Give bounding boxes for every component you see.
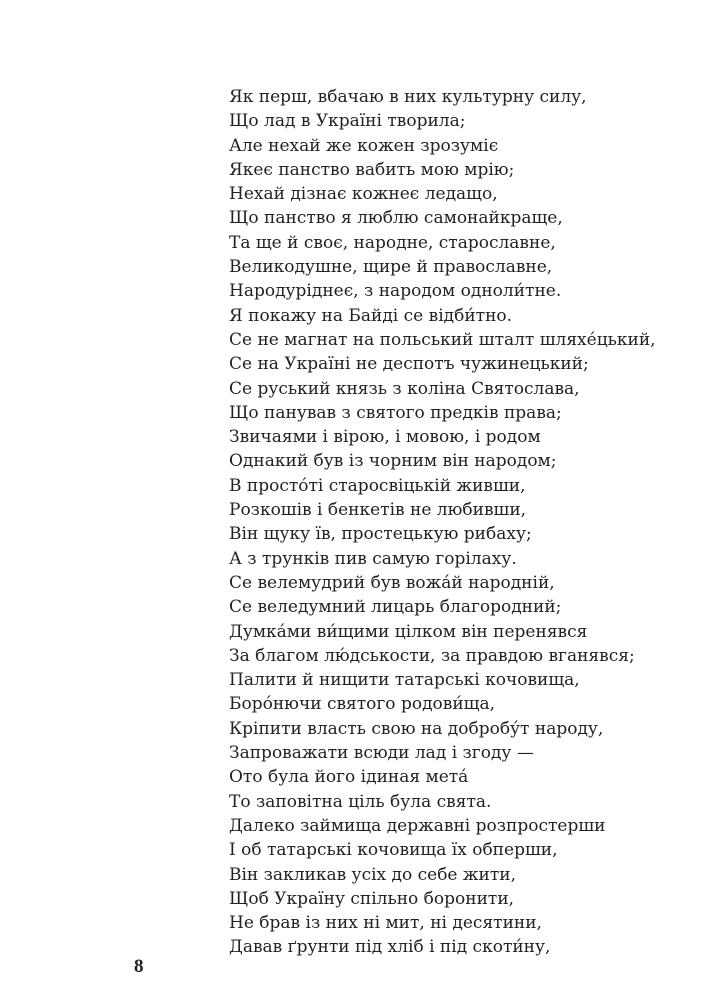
poem-line: В просто́ті старосвіцькій живши, bbox=[229, 475, 526, 496]
poem-line: Він щуку їв, простецькую рибаху; bbox=[229, 524, 532, 545]
poem-line: Се руський князь з коліна Святослава, bbox=[229, 378, 580, 399]
poem-line: Звичаями і вірою, і мовою, і родом bbox=[229, 427, 541, 448]
poem-line: І об татарські кочовища їх обперши, bbox=[229, 840, 558, 861]
poem-line: Якеє панство вабить мою мрію; bbox=[229, 159, 515, 180]
poem-line: Однакий був із чорним він народом; bbox=[229, 451, 557, 472]
poem-line: Що лад в Україні творила; bbox=[229, 111, 466, 132]
poem-line: То заповітна ціль була свята. bbox=[229, 791, 492, 812]
poem-line: Як перш, вбачаю в них культурну силу, bbox=[229, 87, 587, 107]
page-number: 8 bbox=[134, 956, 144, 977]
poem-line: Давав ґрунти під хліб і під скоти́ну, bbox=[229, 937, 551, 958]
poem-line: Далеко займища державні розпростерши bbox=[229, 815, 606, 836]
poem-line: Але нехай же кожен зрозуміє bbox=[229, 135, 499, 156]
poem-line: Се на Україні не деспотъ чужинецький; bbox=[229, 354, 589, 375]
poem-line: Кріпити власть свою на добробу́т народу, bbox=[229, 718, 604, 739]
poem-line: Він закликав усіх до себе жити, bbox=[229, 864, 517, 885]
poem-line: Я покажу на Байді се відби́тно. bbox=[229, 305, 513, 326]
poem-line: За благом лю́дськости, за правдою вганявся; bbox=[229, 645, 635, 666]
poem-line: Великодушне, щире й православне, bbox=[229, 257, 553, 278]
poem-line: Се веледумний лицарь благородний; bbox=[229, 597, 562, 618]
poem-line: А з трунків пив самую горілаху. bbox=[229, 548, 517, 569]
poem-line: Не брав із них ні мит, ні десятини, bbox=[229, 913, 542, 934]
poem-line: Думка́ми ви́щими цілком він перенявся bbox=[229, 621, 588, 642]
poem-line: Що панував з святого предків права; bbox=[229, 402, 562, 423]
poem-line: Що панство я люблю самонайкраще, bbox=[229, 208, 563, 229]
poem-line: Народуріднеє, з народом одноли́тне. bbox=[229, 281, 562, 302]
poem-line: Се велемудрий був вожа́й народній, bbox=[229, 572, 555, 593]
poem-line: Палити й нищити татарські кочовища, bbox=[229, 670, 580, 691]
poem-line: Нехай дізнає кожнеє ледащо, bbox=[229, 184, 498, 205]
poem-line: Ото була його ідиная мета́ bbox=[229, 767, 469, 788]
poem-line: Та ще й своє, народне, старославне, bbox=[229, 232, 556, 253]
poem-text bbox=[229, 85, 699, 960]
poem-line: Се не магнат на польський шталт шляхе́цький, bbox=[229, 329, 656, 350]
poem-line: Боро́нючи святого родови́ща, bbox=[229, 694, 496, 715]
poem-line: Запроважати всюди лад і згоду — bbox=[229, 743, 534, 764]
poem-line: Щоб Україну спільно боронити, bbox=[229, 888, 515, 909]
poem-line: Розкошів і бенкетів не любивши, bbox=[229, 500, 527, 521]
